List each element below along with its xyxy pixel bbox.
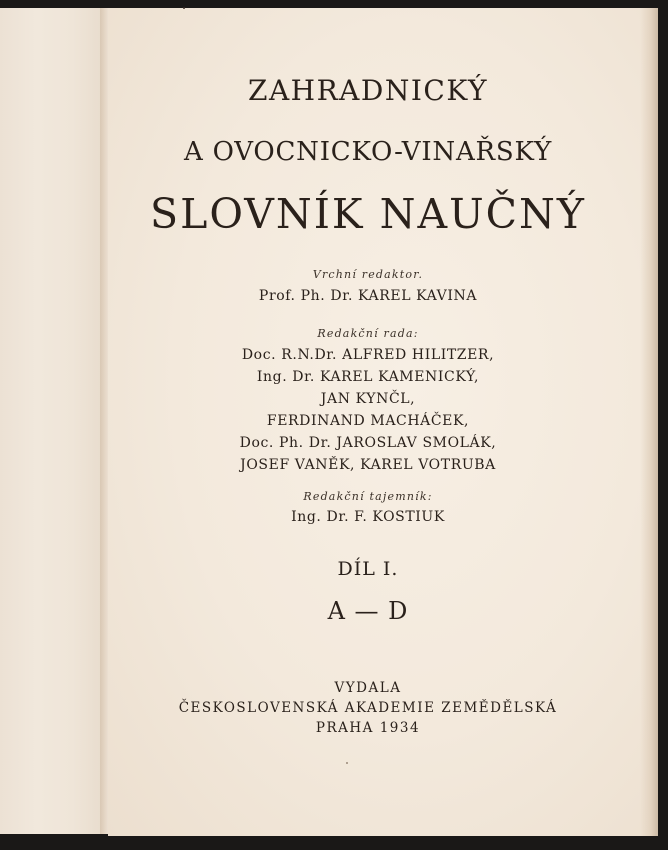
editor-name: Prof. Ph. Dr. KAREL KAVINA [258,288,478,304]
paper-speck [183,7,185,9]
publisher-line-2: ČESKOSLOVENSKÁ AKADEMIE ZEMĚDĚLSKÁ [178,700,558,716]
volume-part: DÍL I. [337,558,399,580]
publisher-line-3: PRAHA 1934 [315,720,421,736]
board-member: Doc. R.N.Dr. ALFRED HILITZER, [241,347,495,363]
board-member: Doc. Ph. Dr. JAROSLAV SMOLÁK, [239,435,497,451]
publisher-line-1: VYDALA [334,680,402,696]
board-member: FERDINAND MACHÁČEK, [266,413,470,429]
board-member: JAN KYNČL, [320,391,416,407]
left-page [0,8,105,834]
secretary-label: Redakční tajemník: [303,490,433,503]
board-member: Ing. Dr. KAREL KAMENICKÝ, [256,369,480,385]
volume-range: A — D [327,597,409,625]
paper-speck [346,762,348,764]
title-line-2: A OVOCNICKO-VINAŘSKÝ [183,137,553,167]
editor-label: Vrchní redaktor. [312,268,424,281]
board-member: JOSEF VANĚK, KAREL VOTRUBA [240,457,496,473]
board-label: Redakční rada: [317,327,419,340]
title-line-3: SLOVNÍK NAUČNÝ [150,190,586,238]
page-edge-shadow [640,8,658,836]
title-line-1: ZAHRADNICKÝ [248,74,488,107]
secretary-name: Ing. Dr. F. KOSTIUK [291,509,445,525]
